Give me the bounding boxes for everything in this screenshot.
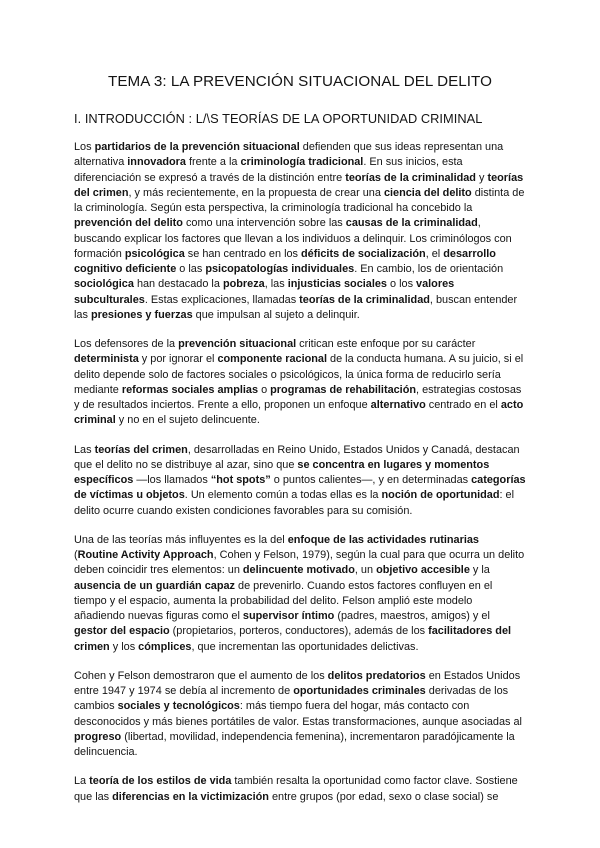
text-run: Los — [74, 141, 95, 153]
paragraph-1 — [74, 140, 526, 323]
text-run: derivadas de los cambios — [74, 685, 509, 713]
text-run: o puntos calientes—, y en determinadas — [270, 474, 472, 486]
bold-text: supervisor íntimo — [242, 610, 335, 622]
bold-text: ciencia del delito — [383, 186, 472, 199]
text-run: defienden que sus ideas representan una alternativa — [74, 141, 504, 169]
bold-text: teorías del crimen — [94, 443, 188, 456]
text-run: que impulsan al sujeto a delinquir. — [192, 308, 360, 321]
text-run: (libertad, movilidad, independencia femenina), incrementaron paradójicamente la delincuencia. — [74, 730, 515, 758]
bold-text: prevención del delito — [74, 217, 183, 230]
bold-text: delincuente motivado — [242, 564, 355, 577]
bold-text: déficits de socialización — [301, 247, 426, 260]
bold-text: psicológica — [124, 247, 185, 260]
text-run: , y más recientemente, en la propuesta de crear una — [128, 186, 384, 199]
text-run: ( — [74, 549, 78, 561]
text-run: y no en el sujeto delincuente. — [115, 414, 260, 427]
bold-text: injusticias sociales — [287, 278, 387, 291]
text-run: de la conducta humana. A su juicio, si el delito depende solo de factores sociales o psicológicos, la única forma de reducirlo sería mediante — [74, 353, 524, 396]
text-run: (propietarios, porteros, conductores), además de los — [169, 625, 429, 638]
bold-text: componente racional — [217, 353, 328, 366]
text-run: , desarrolladas en Reino Unido, Estados Unidos y Canadá, destacan que el delito no se distribuye al azar, sino que — [74, 443, 520, 471]
bold-text: Routine Activity Approach — [77, 549, 214, 561]
text-run: —los llamados — [133, 474, 211, 486]
bold-text: categorías de víctimas u objetos — [74, 474, 526, 502]
section-heading: I. INTRODUCCIÓN : L/\S TEORÍAS DE LA OPORTUNIDAD CRIMINAL — [74, 111, 483, 126]
text-run: La — [74, 775, 90, 788]
bold-text: progreso — [74, 730, 122, 743]
bold-text: facilitadores del crimen — [74, 625, 512, 653]
text-run: y — [475, 171, 488, 184]
text-run: , estrategias costosas y de resultados inciertos. Frente a ello, proponen un enfoque — [74, 383, 522, 411]
bold-text: teorías de la criminalidad — [299, 293, 430, 306]
text-run: , Cohen y Felson, 1979), según la cual para que ocurra un delito deben coincidir tres elementos: un — [74, 549, 525, 577]
document-title: TEMA 3: LA PREVENCIÓN SITUACIONAL DEL DELITO — [108, 73, 492, 90]
text-run: distinta de la criminología. Según esta perspectiva, la criminología tradicional ha concebido la — [74, 186, 525, 214]
text-run: entre grupos (por edad, sexo o clase social) se — [268, 790, 499, 803]
text-run: también resalta la oportunidad como factor clave. Sostiene que las — [74, 775, 518, 803]
text-run: critican este enfoque por su carácter — [296, 338, 476, 350]
text-run: , buscan entender las — [74, 293, 518, 321]
paragraph-2 — [74, 337, 526, 429]
text-run: . Un elemento común a todas ellas es la — [184, 489, 382, 502]
text-run: . En sus inicios, esta diferenciación se expresó a través de la distinción entre — [74, 156, 463, 184]
text-run: , un — [354, 564, 377, 577]
bold-text: cómplices — [138, 640, 192, 653]
text-run: Cohen y Felson demostraron que el aumento de los — [74, 669, 328, 682]
bold-text: psicopatologías individuales — [205, 263, 355, 275]
paragraph-4 — [74, 533, 526, 655]
bold-text: criminología tradicional — [240, 156, 364, 169]
bold-text: sociales y tecnológicos — [117, 700, 240, 713]
bold-text: delitos predatorios — [327, 669, 426, 682]
text-run: : más tiempo fuera del hogar, más contacto con desconocidos y más bienes portátiles de valor. Estas transformaciones, aunque asociadas al — [74, 700, 522, 728]
text-run: o las — [176, 263, 206, 275]
bold-text: gestor del espacio — [74, 625, 170, 638]
bold-text: programas de rehabilitación — [270, 383, 417, 396]
bold-text: determinista — [74, 353, 139, 366]
text-run: , buscando explicar los factores que llevan a los individuos a delinquir. Los criminólogos con formación — [74, 217, 512, 260]
text-run: de prevenirlo. Cuando estos factores confluyen en el tiempo y el espacio, aumenta la probabilidad del delito. Felson amplió este modelo añadiendo nuevas figuras como el — [74, 579, 493, 622]
text-run: , que incrementan las oportunidades delictivas. — [191, 640, 419, 653]
text-run: , las — [264, 278, 288, 291]
text-run: . En cambio, los de orientación — [354, 263, 504, 275]
text-run: o — [258, 383, 271, 396]
text-run: y los — [109, 640, 139, 653]
bold-text: alternativo — [370, 399, 426, 411]
bold-text: acto criminal — [74, 399, 524, 427]
bold-text: innovadora — [127, 156, 186, 169]
text-run: Las — [74, 443, 95, 456]
text-run: en Estados Unidos entre 1947 y 1974 se debía al incremento de — [74, 669, 521, 697]
text-run: han destacado la — [133, 278, 223, 291]
text-run: : el delito ocurre cuando existen condiciones favorables para su comisión. — [74, 489, 515, 517]
text-run: Una de las teorías más influyentes es la del — [74, 533, 288, 546]
paragraph-6 — [74, 774, 526, 805]
text-run: frente a la — [185, 156, 241, 169]
bold-text: reformas sociales amplias — [121, 383, 259, 396]
bold-text: “hot spots” — [210, 474, 271, 486]
bold-text: se concentra en lugares y momentos específicos — [74, 458, 490, 486]
bold-text: desarrollo cognitivo deficiente — [74, 247, 496, 275]
bold-text: presiones y fuerzas — [90, 308, 193, 321]
bold-text: partidarios de la prevención situacional — [94, 141, 300, 153]
bold-text: enfoque de las actividades rutinarias — [287, 533, 479, 546]
bold-text: teorías del crimen — [74, 171, 524, 199]
text-run: o los — [386, 278, 417, 291]
bold-text: ausencia de un guardián capaz — [74, 579, 235, 592]
text-run: Los defensores de la — [74, 338, 179, 350]
bold-text: prevención situacional — [178, 338, 297, 350]
paragraph-5 — [74, 669, 526, 761]
text-run: como una intervención sobre las — [182, 217, 346, 230]
bold-text: valores subculturales — [74, 278, 455, 306]
bold-text: teoría de los estilos de vida — [89, 775, 232, 788]
text-run: centrado en el — [425, 399, 501, 411]
body-text — [74, 140, 526, 819]
text-run: , el — [425, 247, 444, 260]
bold-text: teorías de la criminalidad — [345, 171, 476, 184]
text-run: (padres, maestros, amigos) y el — [334, 610, 490, 622]
paragraph-3 — [74, 443, 526, 519]
text-run: y la — [469, 564, 490, 577]
text-run: y por ignorar el — [138, 353, 218, 366]
bold-text: oportunidades criminales — [293, 685, 426, 697]
text-run: se han centrado en los — [184, 247, 302, 260]
bold-text: diferencias en la victimización — [112, 790, 269, 803]
bold-text: sociológica — [74, 278, 134, 291]
bold-text: objetivo accesible — [376, 564, 470, 577]
bold-text: noción de oportunidad — [381, 489, 500, 502]
bold-text: causas de la criminalidad — [345, 217, 478, 230]
text-run: . Estas explicaciones, llamadas — [144, 293, 300, 306]
bold-text: pobreza — [222, 278, 265, 291]
